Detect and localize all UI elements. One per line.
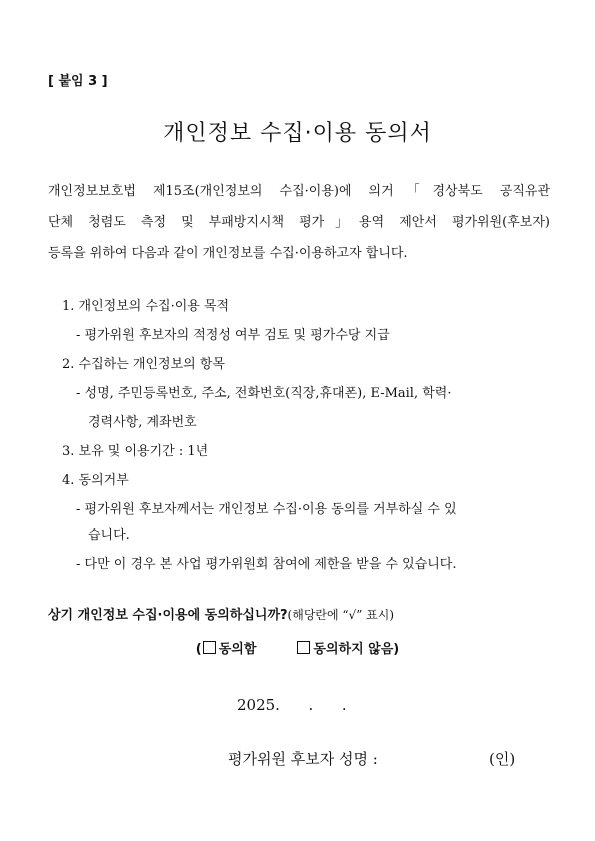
section-3-heading: 3. 보유 및 이용기간 : 1년 [62, 444, 209, 459]
intro-line-2: 단체 청렴도 측정 및 부패방지시책 평가」용역 제안서 평가위원(후보자) [48, 215, 550, 230]
disagree-checkbox[interactable] [297, 641, 310, 654]
section-1-heading: 1. 개인정보의 수집·이용 목적 [62, 299, 230, 314]
intro-line-1: 개인정보보호법 제15조(개인정보의 수집·이용)에 의거「경상북도 공직유관 [48, 184, 550, 199]
section-4-item-2: - 다만 이 경우 본 사업 평가위원회 참여에 제한을 받을 수 있습니다. [76, 557, 457, 572]
consent-note: (해당란에 “√” 표시) [287, 608, 395, 622]
consent-question-text: 상기 개인정보 수집·이용에 동의하십니까? [48, 608, 288, 623]
open-paren: ( [195, 642, 202, 657]
agree-label: 동의함 [218, 642, 257, 657]
disagree-label: 동의하지 않음 [313, 642, 394, 657]
consent-question [48, 604, 394, 623]
section-4-item-1-line-1: - 평가위원 후보자께서는 개인정보 수집·이용 동의를 거부하실 수 있 [76, 502, 457, 517]
consent-choices [0, 638, 595, 657]
attachment-label: [ 붙임 3 ] [48, 74, 108, 89]
date-field: 2025. . . [237, 696, 347, 714]
agree-checkbox[interactable] [203, 641, 216, 654]
page-title: 개인정보 수집·이용 동의서 [163, 121, 432, 146]
signature-label: 평가위원 후보자 성명 : [228, 750, 378, 768]
section-2-item-line-2: 경력사항, 계좌번호 [88, 415, 197, 430]
section-1-item: - 평가위원 후보자의 적정성 여부 검토 및 평가수당 지급 [76, 328, 390, 343]
intro-line-3: 등록을 위하여 다음과 같이 개인정보를 수집·이용하고자 합니다. [48, 246, 408, 261]
section-2-item-line-1: - 성명, 주민등록번호, 주소, 전화번호(직장,휴대폰), E-Mail, 학력· [76, 386, 452, 401]
section-2-heading: 2. 수집하는 개인정보의 항목 [62, 357, 225, 372]
section-4-heading: 4. 동의거부 [62, 473, 129, 488]
seal-label: (인) [489, 750, 516, 768]
close-paren: ) [393, 642, 400, 657]
section-4-item-1-line-2: 습니다. [88, 528, 130, 543]
